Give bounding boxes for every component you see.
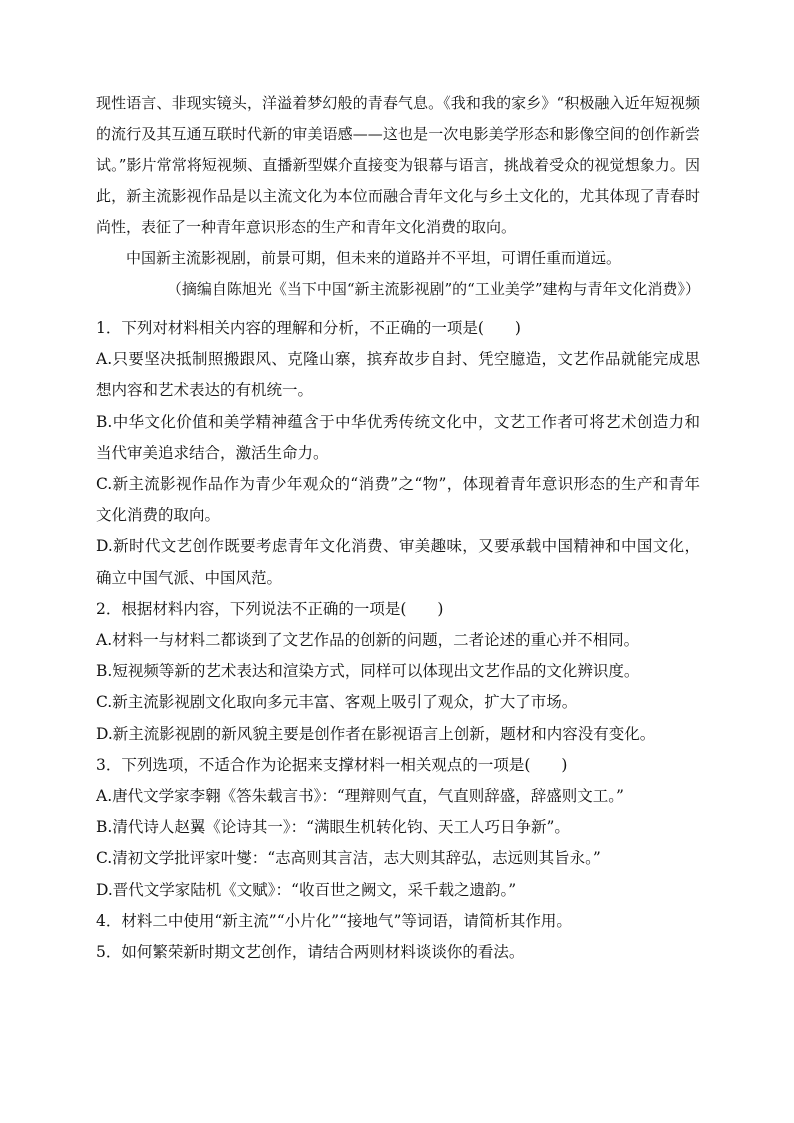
option-d: D.新主流影视剧的新风貌主要是创作者在影视语言上创新，题材和内容没有变化。 bbox=[96, 724, 656, 743]
option-b: B.清代诗人赵翼《论诗其一》：“满眼生机转化钧、天工人巧日争新”。 bbox=[96, 818, 570, 837]
option-b: B.短视频等新的艺术表达和渲染方式，同样可以体现出文艺作品的文化辨识度。 bbox=[96, 662, 640, 681]
option-a: A.唐代文学家李翱《答朱载言书》：“理辩则气直，气直则辞盛，辞盛则文工。” bbox=[96, 787, 624, 806]
question-5 bbox=[96, 937, 700, 968]
question-4 bbox=[96, 906, 700, 937]
option-b: B.中华文化价值和美学精神蕴含于中华优秀传统文化中，文艺工作者可将艺术创造力和当代审美追求结合，激活生命力。 bbox=[96, 412, 700, 462]
article-paragraph: 中国新主流影视剧，前景可期，但未来的道路并不平坦，可谓任重而道远。 bbox=[126, 249, 622, 267]
question-2 bbox=[96, 594, 700, 750]
question-stem: 1．下列对材料相关内容的理解和分析，不正确的一项是( ) bbox=[96, 319, 521, 337]
question-stem: 2．根据材料内容，下列说法不正确的一项是( ) bbox=[96, 599, 444, 618]
question-list bbox=[96, 313, 700, 968]
question-stem: 3．下列选项，不适合作为论据来支撑材料一相关观点的一项是( ) bbox=[96, 755, 568, 774]
option-c: C.清初文学批评家叶燮：“志高则其言洁，志大则其辞弘，志远则其旨永。” bbox=[96, 849, 601, 868]
question-1 bbox=[96, 313, 700, 594]
article-paragraph: 现性语言、非现实镜头，洋溢着梦幻般的青春气息。《我和我的家乡》“积极融入近年短视频的流行及其互通互联时代新的审美语感——这也是一次电影美学形态和影像空间的创作新尝试。”影片常常将短视频、直播新型媒介直接变为银幕与语言，挑战着受众的视觉想象力。因此，新主流影视作品是以主流文化为本位而融合青年文化与乡土文化的，尤其体现了青春时尚性，表征了一种青年意识形态的生产和青年文化消费的取向。 bbox=[96, 94, 700, 236]
article-excerpt bbox=[96, 88, 700, 305]
option-d: D.新时代文艺创作既要考虑青年文化消费、审美趣味，又要承载中国精神和中国文化，确立中国气派、中国风范。 bbox=[96, 537, 700, 587]
question-stem: 5．如何繁荣新时期文艺创作，请结合两则材料谈谈你的看法。 bbox=[96, 943, 525, 962]
option-d: D.晋代文学家陆机《文赋》：“收百世之阙文，采千载之遗韵。” bbox=[96, 880, 517, 899]
question-stem: 4．材料二中使用“新主流”“小片化”“接地气”等词语，请简析其作用。 bbox=[96, 911, 572, 930]
option-a: A.材料一与材料二都谈到了文艺作品的创新的问题，二者论述的重心并不相同。 bbox=[96, 631, 640, 650]
article-source: （摘编自陈旭光《当下中国“新主流影视剧”的“工业美学”建构与青年文化消费》） bbox=[166, 280, 700, 298]
option-c: C.新主流影视作品作为青少年观众的“消费”之“物”，体现着青年意识形态的生产和青年文化消费的取向。 bbox=[96, 475, 700, 525]
question-3 bbox=[96, 750, 700, 906]
document-page bbox=[96, 88, 700, 968]
option-c: C.新主流影视剧文化取向多元丰富、客观上吸引了观众，扩大了市场。 bbox=[96, 693, 578, 712]
option-a: A.只要坚决抵制照搬跟风、克隆山寨，摈弃故步自封、凭空臆造，文艺作品就能完成思想内容和艺术表达的有机统一。 bbox=[96, 350, 700, 400]
